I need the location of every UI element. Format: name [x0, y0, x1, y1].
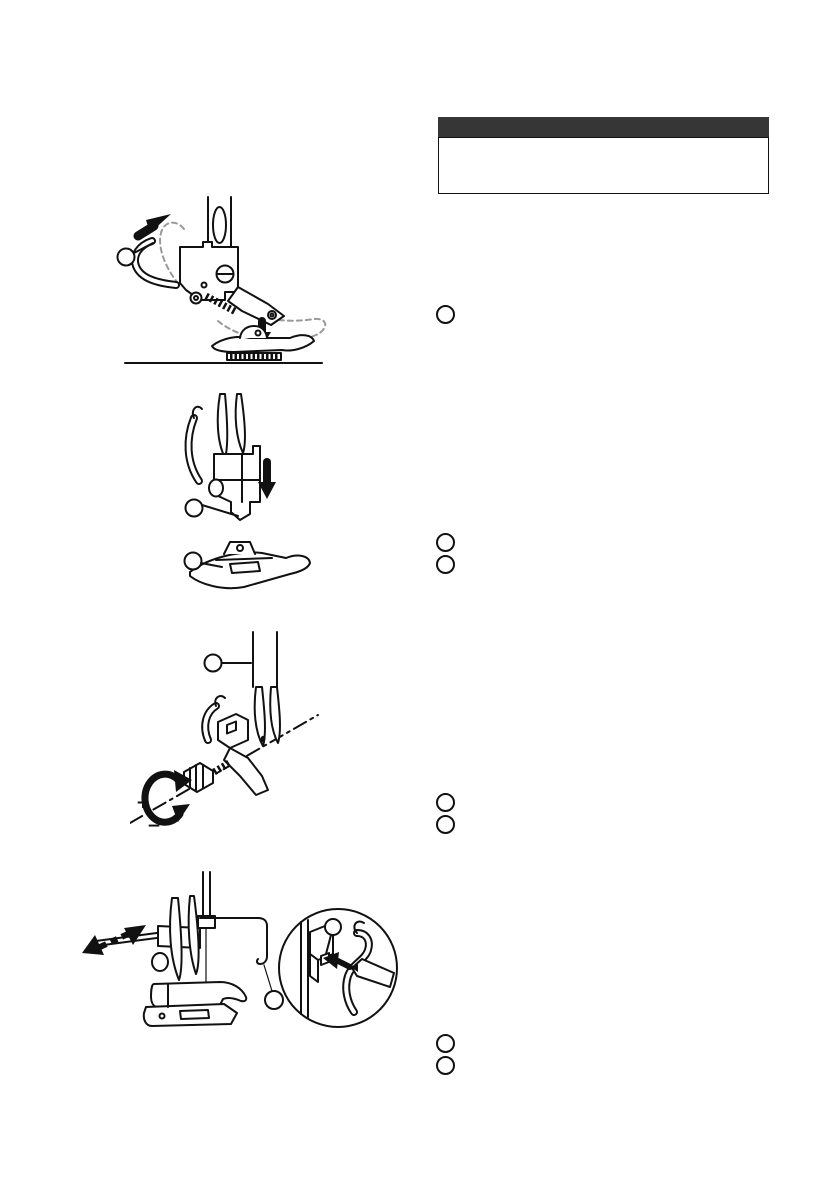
callout-marker — [436, 1034, 455, 1053]
figure-attach-presser-foot — [170, 390, 330, 600]
foot-holder-body — [180, 242, 284, 325]
callout-marker — [436, 305, 455, 324]
presser-bar — [208, 197, 231, 247]
presser-foot-lever — [135, 241, 176, 285]
rotation-arrow-icon — [145, 770, 192, 822]
figure-thumbscrew-adjustment — [130, 630, 330, 850]
notice-body-box — [438, 137, 769, 194]
figure-callout-circle — [205, 655, 252, 672]
presser-bar — [253, 632, 280, 746]
lever — [189, 407, 202, 481]
callout-marker — [436, 815, 455, 834]
callout-marker — [436, 793, 455, 812]
figure-lower-presser-foot — [100, 195, 340, 380]
callout-marker — [436, 1056, 455, 1075]
presser-foot-on-plate — [125, 326, 322, 363]
callout-marker — [436, 555, 455, 574]
presser-foot-assembly — [144, 872, 246, 1026]
figure-callout-circle — [265, 991, 283, 1009]
notice-header-bar — [438, 117, 769, 137]
minus-label: − — [146, 816, 162, 836]
figure-quilting-guide — [80, 870, 400, 1040]
magnifier-inset — [279, 909, 397, 1027]
callout-marker — [436, 533, 455, 552]
plus-label: + — [135, 793, 151, 813]
thumbscrew — [184, 763, 229, 792]
needle-bar-prongs — [218, 394, 245, 458]
